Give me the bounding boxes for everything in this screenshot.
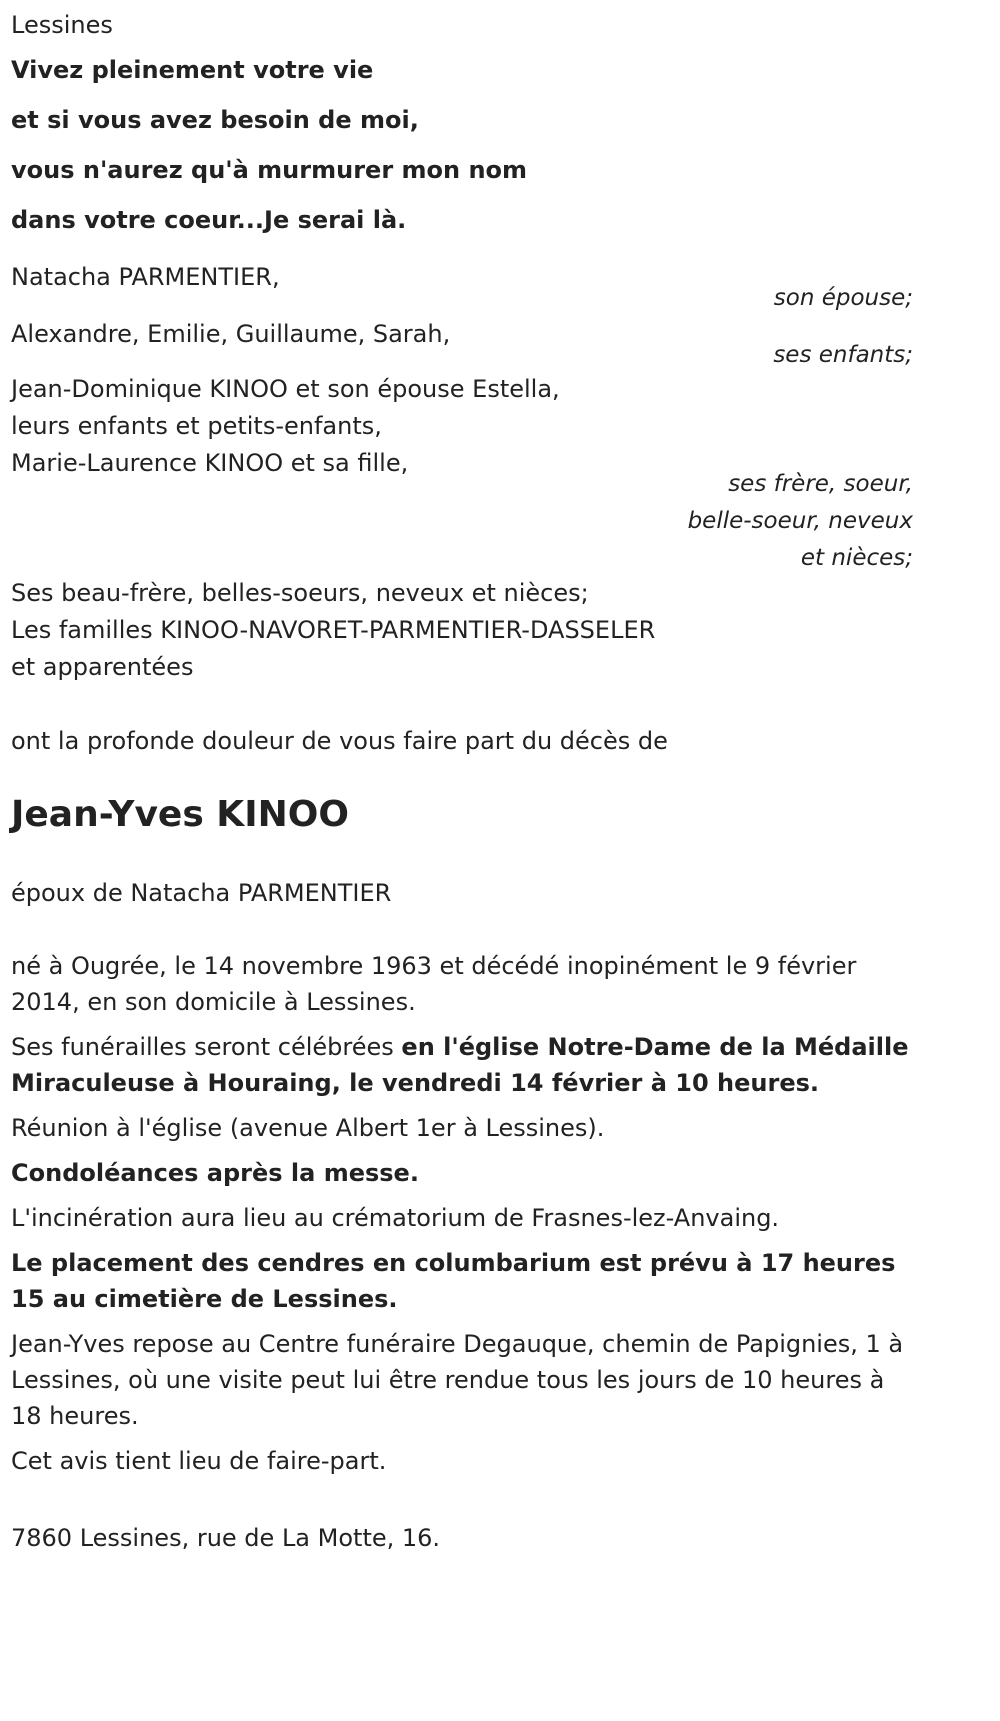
family-names: Jean-Dominique KINOO et son épouse Estella, <box>11 375 560 403</box>
relatives-line: Les familles KINOO-NAVORET-PARMENTIER-DASSELER <box>11 616 656 644</box>
details <box>11 948 913 1479</box>
announcement <box>11 721 913 761</box>
funeral-place: en l'église Notre-Dame de la Médaille Miraculeuse à Houraing, le vendredi 14 février à 10 heures. <box>11 1033 909 1097</box>
family-role: son épouse; <box>773 285 913 311</box>
funeral-intro: Ses funérailles seront célébrées <box>11 1033 402 1061</box>
family-names: Alexandre, Emilie, Guillaume, Sarah, <box>11 320 451 348</box>
deceased-name: Jean-Yves KINOO <box>11 794 349 835</box>
family-role-spouse <box>11 278 913 318</box>
ashes-text: Le placement des cendres en columbarium est prévu à 17 heures 15 au cimetière de Lessines. <box>11 1249 896 1313</box>
deceased-block <box>11 790 913 840</box>
birth-death-text: né à Ougrée, le 14 novembre 1963 et décédé inopinément le 9 février 2014, en son domicile à Lessines. <box>11 952 857 1016</box>
family-role: ses frère, soeur, <box>728 471 913 497</box>
condolences-text: Condoléances après la messe. <box>11 1159 419 1187</box>
address-text: 7860 Lessines, rue de La Motte, 16. <box>11 1524 441 1552</box>
relatives-line: Ses beau-frère, belles-soeurs, neveux et nièces; <box>11 579 589 607</box>
family-names: Marie-Laurence KINOO et sa fille, <box>11 449 409 477</box>
city-label: Lessines <box>11 11 113 39</box>
cremation-text: L'incinération aura lieu au crématorium de Frasnes-lez-Anvaing. <box>11 1204 780 1232</box>
poem-line: vous n'aurez qu'à murmurer mon nom <box>11 156 528 184</box>
family-role: ses enfants; <box>773 342 913 368</box>
family-names: Natacha PARMENTIER, <box>11 263 280 291</box>
meeting-text: Réunion à l'église (avenue Albert 1er à Lessines). <box>11 1114 605 1142</box>
family-role-children <box>11 335 913 375</box>
spouse-block <box>11 873 913 913</box>
family-names: leurs enfants et petits-enfants, <box>11 412 382 440</box>
rest-text: Jean-Yves repose au Centre funéraire Degauque, chemin de Papignies, 1 à Lessines, où une visite peut lui être rendue tous les jours de 10 heures à 18 heures. <box>11 1330 904 1430</box>
spouse-of-text: époux de Natacha PARMENTIER <box>11 879 392 907</box>
family-role: belle-soeur, neveux <box>687 508 913 534</box>
header-block <box>11 5 913 45</box>
announcement-text: ont la profonde douleur de vous faire part du décès de <box>11 727 668 755</box>
funeral-text <box>11 1029 913 1101</box>
poem-line: dans votre coeur...Je serai là. <box>11 206 407 234</box>
poem <box>11 45 913 245</box>
poem-line: Vivez pleinement votre vie <box>11 56 374 84</box>
other-relatives <box>11 575 913 686</box>
poem-line: et si vous avez besoin de moi, <box>11 106 419 134</box>
family-role: et nièces; <box>800 545 913 571</box>
relatives-line: et apparentées <box>11 653 194 681</box>
notice-text: Cet avis tient lieu de faire-part. <box>11 1447 387 1475</box>
family-role-siblings <box>11 466 913 577</box>
address-block <box>11 1518 913 1558</box>
